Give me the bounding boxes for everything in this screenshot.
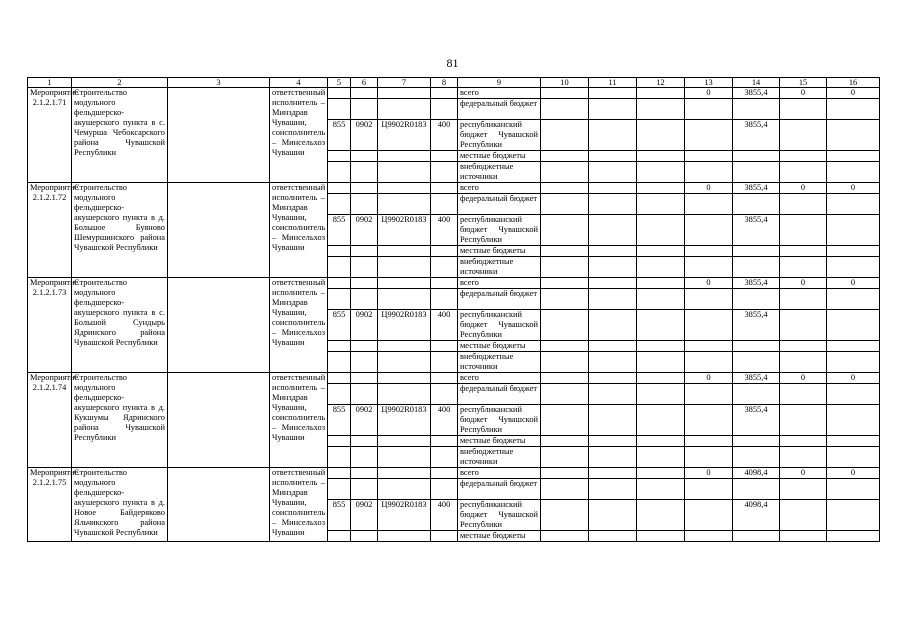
responsible-executors: ответственный исполнитель – Минздрав Чувашии, соисполнитель – Минсельхоз Чувашии	[270, 278, 328, 373]
measure-id: Мероприятие 2.1.2.1.75	[28, 468, 72, 542]
value-cell: 0	[780, 88, 827, 99]
value-cell: 4098,4	[733, 468, 780, 479]
measure-name: Строительство модульного фельдшерско-акушерского пункта в д. Кукшумы Ядринского района Чувашской Республики	[72, 373, 168, 468]
empty-cell	[168, 278, 270, 373]
column-header: 16	[827, 78, 880, 88]
source-label: всего	[458, 278, 541, 289]
source-label: внебюджетные источники	[458, 447, 541, 468]
code-cell: 400	[431, 215, 458, 246]
empty-cell	[168, 468, 270, 542]
value-cell: 3855,4	[733, 88, 780, 99]
value-cell: 3855,4	[733, 183, 780, 194]
code-cell: Ц9902R0183	[378, 500, 431, 531]
empty-cell	[168, 373, 270, 468]
table-row	[28, 373, 880, 384]
code-cell: 400	[431, 310, 458, 341]
value-cell: 0	[780, 468, 827, 479]
source-label: федеральный бюджет	[458, 479, 541, 500]
value-cell: 0	[827, 373, 880, 384]
column-header: 14	[733, 78, 780, 88]
code-cell: 0902	[351, 310, 378, 341]
code-cell: Ц9902R0183	[378, 310, 431, 341]
code-cell: 400	[431, 405, 458, 436]
value-cell: 0	[827, 183, 880, 194]
source-label: внебюджетные источники	[458, 352, 541, 373]
column-header: 15	[780, 78, 827, 88]
measure-name: Строительство модульного фельдшерско-акушерского пункта в с. Чемурша Чебоксарского района Чувашской Республики	[72, 88, 168, 183]
responsible-executors: ответственный исполнитель – Минздрав Чувашии, соисполнитель – Минсельхоз Чувашии	[270, 183, 328, 278]
measure-block	[28, 468, 880, 542]
value-cell: 3855,4	[733, 278, 780, 289]
column-number-row	[28, 78, 880, 88]
measure-id: Мероприятие 2.1.2.1.71	[28, 88, 72, 183]
responsible-executors: ответственный исполнитель – Минздрав Чувашии, соисполнитель – Минсельхоз Чувашии	[270, 88, 328, 183]
value-cell: 3855,4	[733, 120, 780, 151]
source-label: федеральный бюджет	[458, 289, 541, 310]
measure-id: Мероприятие 2.1.2.1.73	[28, 278, 72, 373]
column-header: 5	[328, 78, 351, 88]
value-cell: 0	[827, 468, 880, 479]
source-label: внебюджетные источники	[458, 257, 541, 278]
source-label: внебюджетные источники	[458, 162, 541, 183]
source-label: всего	[458, 468, 541, 479]
code-cell: 0902	[351, 120, 378, 151]
table-row	[28, 183, 880, 194]
value-cell: 0	[685, 88, 733, 99]
value-cell: 0	[685, 278, 733, 289]
code-cell: 400	[431, 120, 458, 151]
code-cell: Ц9902R0183	[378, 120, 431, 151]
column-header: 9	[458, 78, 541, 88]
source-label: федеральный бюджет	[458, 194, 541, 215]
value-cell: 0	[780, 278, 827, 289]
code-cell: 855	[328, 405, 351, 436]
empty-cell	[168, 88, 270, 183]
code-cell: 0902	[351, 500, 378, 531]
code-cell: 855	[328, 500, 351, 531]
code-cell: 855	[328, 310, 351, 341]
column-header: 7	[378, 78, 431, 88]
column-header: 1	[28, 78, 72, 88]
source-label: федеральный бюджет	[458, 384, 541, 405]
source-label: местные бюджеты	[458, 151, 541, 162]
measure-name: Строительство модульного фельдшерско-акушерского пункта в д. Новое Байдеряково Яльчикского района Чувашской Республики	[72, 468, 168, 542]
column-header: 2	[72, 78, 168, 88]
measure-block	[28, 373, 880, 468]
code-cell: 400	[431, 500, 458, 531]
code-cell: Ц9902R0183	[378, 215, 431, 246]
value-cell: 4098,4	[733, 500, 780, 531]
source-label: местные бюджеты	[458, 531, 541, 542]
column-header: 12	[637, 78, 685, 88]
measure-id: Мероприятие 2.1.2.1.74	[28, 373, 72, 468]
responsible-executors: ответственный исполнитель – Минздрав Чувашии, соисполнитель – Минсельхоз Чувашии	[270, 468, 328, 542]
program-table	[27, 77, 880, 542]
value-cell: 3855,4	[733, 405, 780, 436]
source-label: федеральный бюджет	[458, 99, 541, 120]
value-cell: 3855,4	[733, 373, 780, 384]
value-cell: 0	[685, 468, 733, 479]
code-cell: 855	[328, 120, 351, 151]
source-label: местные бюджеты	[458, 341, 541, 352]
value-cell: 3855,4	[733, 215, 780, 246]
column-header: 11	[589, 78, 637, 88]
source-label: всего	[458, 183, 541, 194]
source-label: республиканский бюджет Чувашской Республики	[458, 120, 541, 151]
column-header: 4	[270, 78, 328, 88]
responsible-executors: ответственный исполнитель – Минздрав Чувашии, соисполнитель – Минсельхоз Чувашии	[270, 373, 328, 468]
code-cell: 0902	[351, 215, 378, 246]
column-header: 6	[351, 78, 378, 88]
measure-block	[28, 88, 880, 183]
measure-block	[28, 278, 880, 373]
value-cell: 3855,4	[733, 310, 780, 341]
measure-id: Мероприятие 2.1.2.1.72	[28, 183, 72, 278]
column-header: 10	[541, 78, 589, 88]
source-label: всего	[458, 373, 541, 384]
column-header: 13	[685, 78, 733, 88]
empty-cell	[168, 183, 270, 278]
measure-name: Строительство модульного фельдшерско-акушерского пункта в д. Большое Буяново Шемуршинского района Чувашской Республики	[72, 183, 168, 278]
value-cell: 0	[827, 88, 880, 99]
code-cell: 0902	[351, 405, 378, 436]
source-label: местные бюджеты	[458, 246, 541, 257]
column-header: 8	[431, 78, 458, 88]
code-cell: 855	[328, 215, 351, 246]
value-cell: 0	[827, 278, 880, 289]
table-row	[28, 278, 880, 289]
value-cell: 0	[780, 183, 827, 194]
source-label: республиканский бюджет Чувашской Республики	[458, 215, 541, 246]
source-label: республиканский бюджет Чувашской Республики	[458, 405, 541, 436]
table-row	[28, 88, 880, 99]
code-cell: Ц9902R0183	[378, 405, 431, 436]
column-header: 3	[168, 78, 270, 88]
value-cell: 0	[685, 373, 733, 384]
measure-name: Строительство модульного фельдшерско-акушерского пункта в с. Большой Сундырь Ядринского района Чувашской Республики	[72, 278, 168, 373]
measure-block	[28, 183, 880, 278]
source-label: всего	[458, 88, 541, 99]
source-label: местные бюджеты	[458, 436, 541, 447]
value-cell: 0	[780, 373, 827, 384]
value-cell: 0	[685, 183, 733, 194]
page-number: 81	[446, 56, 459, 70]
table-row	[28, 468, 880, 479]
source-label: республиканский бюджет Чувашской Республики	[458, 500, 541, 531]
source-label: республиканский бюджет Чувашской Республики	[458, 310, 541, 341]
